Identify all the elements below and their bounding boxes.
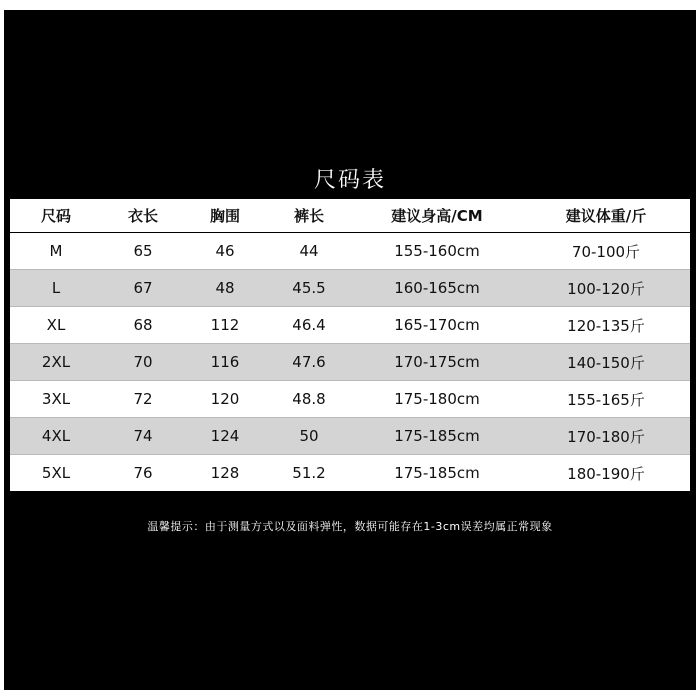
cell-height: 155-160cm — [352, 233, 522, 270]
cell-size: M — [10, 233, 102, 270]
table-row — [10, 455, 690, 492]
table-header-row — [10, 199, 690, 233]
cell-pants-length: 47.6 — [266, 344, 352, 381]
header-cell-length: 衣长 — [102, 199, 184, 233]
header-cell-chest: 胸围 — [184, 199, 266, 233]
cell-chest: 112 — [184, 307, 266, 344]
page-title: 尺码表 — [313, 168, 386, 193]
cell-chest: 116 — [184, 344, 266, 381]
header-cell-height: 建议身高/CM — [352, 199, 522, 233]
cell-height: 175-185cm — [352, 455, 522, 492]
cell-size: 2XL — [10, 344, 102, 381]
cell-height: 175-185cm — [352, 418, 522, 455]
cell-weight: 180-190斤 — [522, 455, 690, 492]
cell-chest: 128 — [184, 455, 266, 492]
header-cell-pants-length: 裤长 — [266, 199, 352, 233]
bottom-white-margin — [0, 690, 700, 700]
cell-weight: 120-135斤 — [522, 307, 690, 344]
table-row — [10, 270, 690, 307]
cell-chest: 124 — [184, 418, 266, 455]
cell-chest: 120 — [184, 381, 266, 418]
header-cell-weight: 建议体重/斤 — [522, 199, 690, 233]
cell-pants-length: 50 — [266, 418, 352, 455]
cell-size: 3XL — [10, 381, 102, 418]
cell-pants-length: 46.4 — [266, 307, 352, 344]
cell-length: 67 — [102, 270, 184, 307]
cell-height: 175-180cm — [352, 381, 522, 418]
size-table-body — [10, 233, 690, 492]
cell-length: 74 — [102, 418, 184, 455]
cell-weight: 100-120斤 — [522, 270, 690, 307]
table-row — [10, 233, 690, 270]
left-white-margin — [0, 0, 4, 700]
cell-size: 4XL — [10, 418, 102, 455]
cell-weight: 140-150斤 — [522, 344, 690, 381]
right-white-margin — [696, 0, 700, 700]
size-table-container — [10, 199, 690, 491]
cell-length: 76 — [102, 455, 184, 492]
table-row — [10, 381, 690, 418]
cell-pants-length: 48.8 — [266, 381, 352, 418]
measurement-note: 温馨提示：由于测量方式以及面料弹性，数据可能存在1-3cm误差均属正常现象 — [147, 520, 553, 533]
cell-height: 160-165cm — [352, 270, 522, 307]
size-table-head — [10, 199, 690, 233]
cell-pants-length: 45.5 — [266, 270, 352, 307]
cell-length: 65 — [102, 233, 184, 270]
top-white-margin — [0, 0, 700, 10]
cell-height: 165-170cm — [352, 307, 522, 344]
header-cell-size: 尺码 — [10, 199, 102, 233]
cell-weight: 70-100斤 — [522, 233, 690, 270]
cell-size: 5XL — [10, 455, 102, 492]
cell-pants-length: 51.2 — [266, 455, 352, 492]
cell-length: 70 — [102, 344, 184, 381]
table-row — [10, 344, 690, 381]
size-table — [10, 199, 690, 491]
cell-weight: 155-165斤 — [522, 381, 690, 418]
cell-length: 72 — [102, 381, 184, 418]
table-row — [10, 307, 690, 344]
cell-length: 68 — [102, 307, 184, 344]
cell-height: 170-175cm — [352, 344, 522, 381]
table-row — [10, 418, 690, 455]
cell-pants-length: 44 — [266, 233, 352, 270]
cell-size: L — [10, 270, 102, 307]
cell-chest: 46 — [184, 233, 266, 270]
cell-size: XL — [10, 307, 102, 344]
cell-chest: 48 — [184, 270, 266, 307]
cell-weight: 170-180斤 — [522, 418, 690, 455]
